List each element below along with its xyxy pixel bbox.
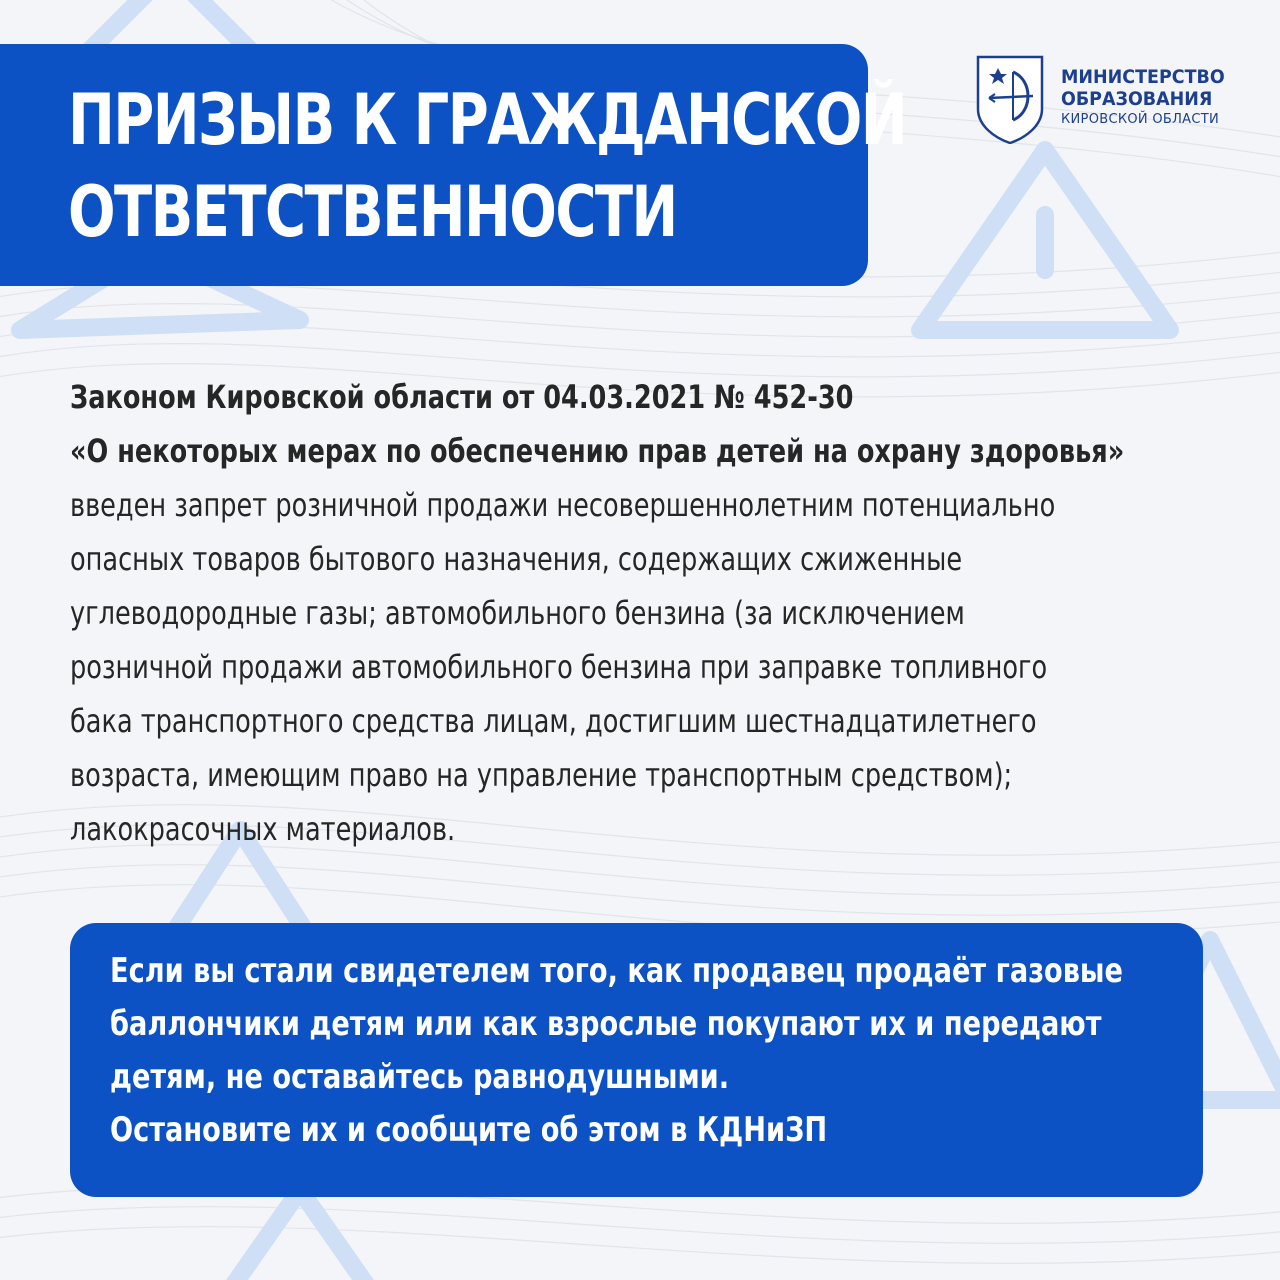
call-to-action-line: баллончики детям или как взрослые покупают их и передают [110, 1004, 1102, 1044]
call-to-action-line: Если вы стали свидетелем того, как продавец продаёт газовые [110, 951, 1123, 991]
call-to-action-line: Остановите их и сообщите об этом в КДНиЗП [110, 1110, 828, 1150]
warning-triangle-icon [230, 1190, 370, 1280]
call-to-action-box [70, 923, 1203, 1197]
page-title-line-2: ОТВЕТСТВЕННОСТИ [68, 171, 677, 253]
body-text-line: углеводородные газы; автомобильного бензина (за исключением [70, 594, 965, 632]
page-title-line-1: ПРИЗЫВ К ГРАЖДАНСКОЙ [68, 79, 907, 161]
logo-text-education: ОБРАЗОВАНИЯ [1061, 88, 1213, 110]
law-description [70, 370, 1210, 856]
ministry-logo [975, 54, 1245, 154]
law-title: «О некоторых мерах по обеспечению прав детей на охрану здоровья» [70, 432, 1125, 470]
body-text-line: опасных товаров бытового назначения, содержащих сжиженные [70, 540, 963, 578]
body-text-line: лакокрасочных материалов. [70, 810, 456, 848]
title-banner [0, 44, 907, 286]
coat-of-arms-icon [975, 54, 1045, 144]
body-text-line: введен запрет розничной продажи несовершеннолетним потенциально [70, 486, 1056, 524]
law-reference: Законом Кировской области от 04.03.2021 № 452-30 [70, 378, 854, 416]
logo-text-ministry: МИНИСТЕРСТВО [1061, 66, 1225, 88]
call-to-action-line: детям, не оставайтесь равнодушными. [110, 1057, 730, 1097]
body-text-line: возраста, имеющим право на управление транспортным средством); [70, 756, 1013, 794]
body-text-line: розничной продажи автомобильного бензина при заправке топливного [70, 648, 1048, 686]
logo-text-region: КИРОВСКОЙ ОБЛАСТИ [1061, 112, 1220, 127]
body-text-line: бака транспортного средства лицам, достигшим шестнадцатилетнего [70, 702, 1037, 740]
